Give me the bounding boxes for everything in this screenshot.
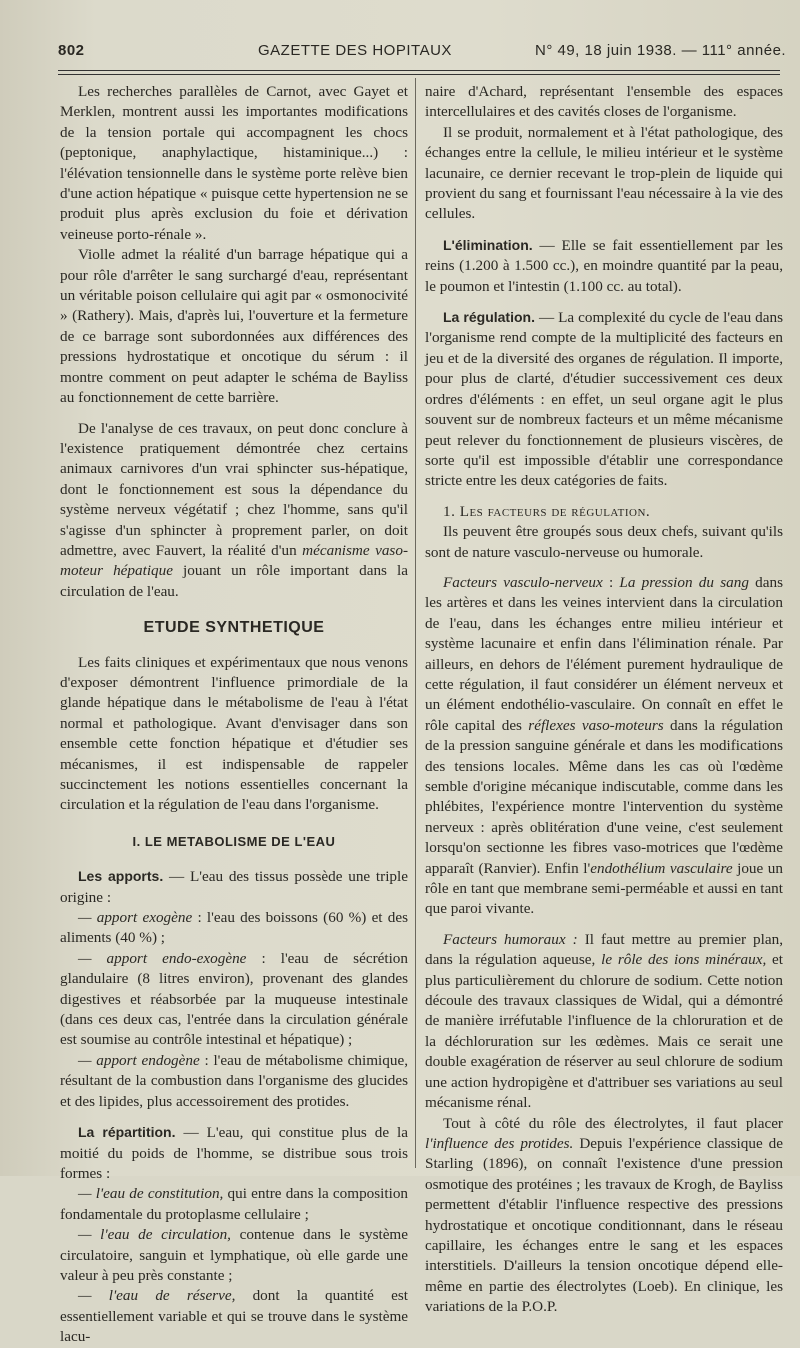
run-in-heading: Les apports. xyxy=(78,868,164,885)
header-rule-thin xyxy=(58,74,780,75)
paragraph: naire d'Achard, représentant l'ensemble des espaces intercellulaires et des cavités closes de l'organisme. xyxy=(425,83,783,121)
list-item: — apport endogène : l'eau de métabolisme chimique, résultant de la combustion dans l'organisme des glucides et des lipides, plus accessoirement des protides. xyxy=(60,1051,408,1110)
run-in-heading: La répartition. xyxy=(78,1124,176,1141)
list-item: — apport endo-exogène : l'eau de sécrétion glandulaire (8 litres environ), provenant des glandes digestives et réabsorbée par la muqueuse intestinale (dans ces deux cas, l'entrée dans la circulation générale est soumise au contrôle intestinal et hépatique) ; xyxy=(60,949,408,1049)
page-header xyxy=(0,20,800,64)
run-in-heading: L'élimination. xyxy=(443,236,533,253)
paragraph-apports: Les apports. — L'eau des tissus possède une triple origine : xyxy=(60,868,408,906)
paragraph-regulation: La régulation. — La complexité du cycle de l'eau dans l'organisme rend compte de la multiplicité des facteurs en jeu et de la diversité des organes de régulation. Il importe, pour plus de clarté, d'étudier successivement ces deux ordres d'éléments : en effet, un seul organe agit le plus souvent sur de nombreux facteurs et un même mécanisme peut relever du fonctionnement de plusieurs viscères, de sorte qu'il est impossible d'établir une correspondance stricte entre les deux catégories de faits. xyxy=(425,309,783,490)
column-divider xyxy=(415,78,416,1168)
section-heading: ETUDE SYNTHETIQUE xyxy=(143,619,325,637)
paragraph-vasculo-nerveux: Facteurs vasculo-nerveux : La pression du sang dans les artères et dans les veines intervient dans la circulation de l'eau, dans les échanges entre milieu intérieur et système lacunaire et enfin dans l'élimination rénale. Par ailleurs, en dehors de l'élément purement hydraulique de cette régulation, il faut considérer un élément nerveux et un élément endothélio-vasculaire. On connaît en effet le rôle capital des réflexes vaso-moteurs dans la régulation de la pression sanguine générale et dans les modifications des tensions locales. Même dans les cas où l'œdème semble d'origine mécanique indiscutable, comme dans les phlébites, l'expérience montre l'intervention du système nerveux : après oblitération d'une veine, c'est seulement lorsqu'on sectionne les fibres vaso-motrices que l'œdème apparaît (Ranvier). Enfin l'endothélium vasculaire joue un rôle en tant que membrane semi-perméable et aussi en tant que paroi vivante. xyxy=(425,573,783,918)
paragraph-elimination: L'élimination. — Elle se fait essentiellement par les reins (1.200 à 1.500 cc.), en moindre quantité par la peau, le poumon et l'intestin (1.100 cc. au total). xyxy=(425,236,783,295)
list-item: — apport exogène : l'eau des boissons (60 %) et des aliments (40 %) ; xyxy=(60,909,409,947)
subsection-heading: I. LE METABOLISME DE L'EAU xyxy=(132,833,336,849)
left-column xyxy=(60,82,408,1348)
paragraph: Tout à côté du rôle des électrolytes, il faut placer l'influence des protides. Depuis l'expérience classique de Starling (1896), on connaît l'existence d'une pression osmotique des protéines ; les travaux de Krogh, de Bayliss permettent d'établir l'influence respective des pressions hydrostatique et oncotique conditionnant, dans le réseau capillaire, les échanges entre le sang et les espaces interstitiels. D'ailleurs la tension oncotique dépend elle-même en partie des électrolytes (Loeb). En clinique, les variations de la P.O.P. xyxy=(425,1114,783,1316)
paragraph: Les recherches parallèles de Carnot, avec Gayet et Merklen, montrent aussi les importantes modifications de la tension portale qui accompagnent les chocs (peptonique, anaphylactique, histaminique...) : l'élévation tensionnelle dans le système porte relève bien d'une action hépatique « puisque cette hypertension ne se produit plus après exclusion du foie et dérivation veineuse porto-rénale ». xyxy=(60,83,408,243)
page-number: 802 xyxy=(58,42,85,59)
list-item: — l'eau de constitution, qui entre dans la composition fondamentale du protoplasme cellulaire ; xyxy=(60,1185,409,1223)
run-in-heading: La régulation. xyxy=(443,309,535,326)
paragraph: Il se produit, normalement et à l'état pathologique, des échanges entre la cellule, le milieu intérieur et le système lacunaire, ce dernier recevant le trop-plein de liquide qui provient du sang et fournissant l'eau nécessaire à la vie des cellules. xyxy=(425,123,783,223)
subsection-heading: 1. Les facteurs de régulation. xyxy=(443,502,651,520)
header-rule xyxy=(58,70,780,71)
list-item: — l'eau de réserve, dont la quantité est essentiellement variable et qui se trouve dans le système lacu- xyxy=(60,1287,408,1346)
list-item: — l'eau de circulation, contenue dans le système circulatoire, sanguin et lymphatique, où elle garde une valeur à peu près constante ; xyxy=(60,1226,408,1284)
paragraph-repartition: La répartition. — L'eau, qui constitue plus de la moitié du poids de l'homme, se distribue sous trois formes : xyxy=(60,1124,408,1182)
journal-title: GAZETTE DES HOPITAUX xyxy=(258,42,452,59)
issue-info: N° 49, 18 juin 1938. — 111° année. xyxy=(535,42,787,59)
paragraph: Violle admet la réalité d'un barrage hépatique qui a pour rôle d'arrêter le sang surchargé d'eau, représentant un véritable poison cellulaire qui agit par « osmonocivité » (Rathery). Mais, d'après lui, l'ouverture et la fermeture de ce barrage sont subordonnées aux différences des pressions hydrostatique et oncotique du sérum : il montre comment on peut adapter le schéma de Bayliss au fonctionnement de cette barrière. xyxy=(60,246,408,407)
paragraph: Les faits cliniques et expérimentaux que nous venons d'exposer démontrent l'influence primordiale de la glande hépatique dans le métabolisme de l'eau à l'état normal et pathologique. Avant d'envisager dans son ensemble cette fonction hépatique et d'étudier ses mécanismes, il est indispensable de rappeler succinctement les notions essentielles concernant la circulation et la régulation de l'eau dans l'organisme. xyxy=(60,653,408,814)
paragraph: Ils peuvent être groupés sous deux chefs, suivant qu'ils sont de nature vasculo-nerveuse ou humorale. xyxy=(425,523,783,561)
right-column xyxy=(425,82,783,1318)
paragraph: De l'analyse de ces travaux, on peut donc conclure à l'existence pratiquement démontrée chez certains animaux carnivores d'un vrai sphincter sus-hépatique, dont le fonctionnement est sous la dépendance du système nerveux végétatif ; chez l'homme, sans qu'il s'agisse d'un sphincter à proprement parler, on doit admettre, avec Fauvert, la réalité d'un mécanisme vaso-moteur hépatique jouant un rôle important dans la circulation de l'eau. xyxy=(60,419,408,600)
paragraph-humoraux: Facteurs humoraux : Il faut mettre au premier plan, dans la régulation aqueuse, le rôle des ions minéraux, et plus particulièrement du chlorure de sodium. Cette notion découle des travaux classiques de Widal, qui a démontré de manière irréfutable l'influence de la chloruration et de la déchloruration sur les œdèmes. Mais ce serait une double exagération de réserver au seul chlorure de sodium une action hydropigène et d'attribuer ses variations au seul mécanisme rénal. xyxy=(425,930,784,1112)
